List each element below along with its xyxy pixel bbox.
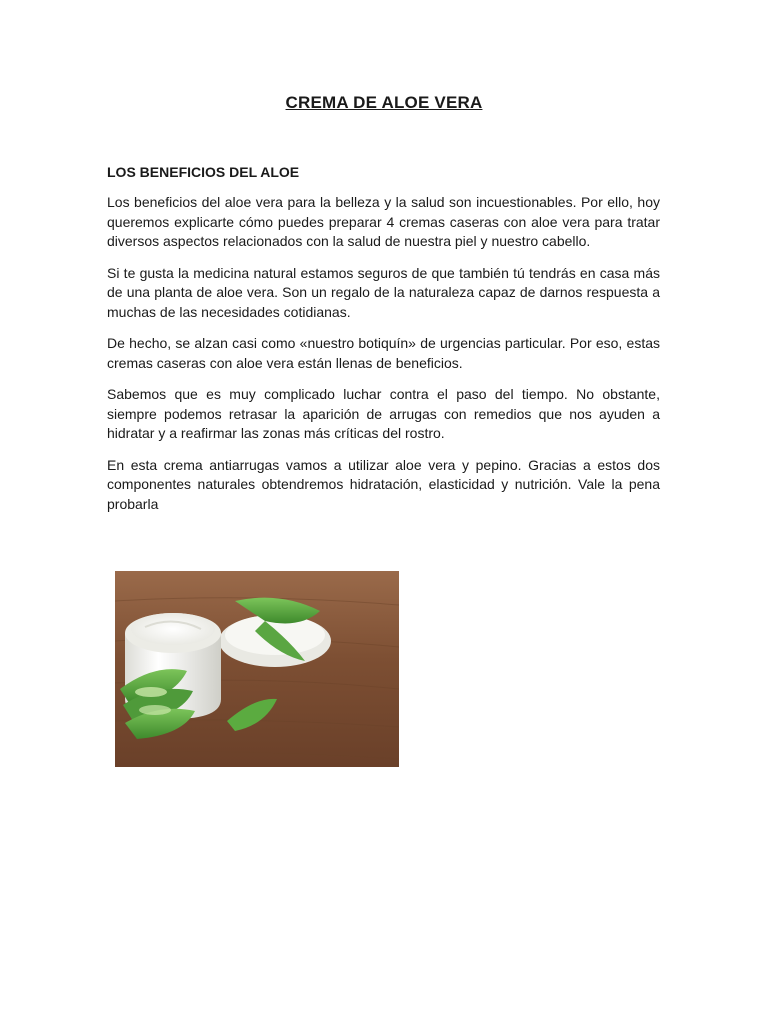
- paragraph: Si te gusta la medicina natural estamos seguros de que también tú tendrás en casa más de una planta de aloe vera. Son un regalo de la naturaleza capaz de darnos respuesta a muchas de las necesidades cotidianas.: [107, 264, 660, 320]
- body-text: [107, 193, 660, 526]
- section-heading: LOS BENEFICIOS DEL ALOE: [107, 164, 300, 180]
- paragraph: Sabemos que es muy complicado luchar contra el paso del tiempo. No obstante, siempre podemos retrasar la aparición de arrugas con remedios que nos ayuden a hidratar y a reafirmar las zonas más críticas del rostro.: [107, 386, 660, 441]
- paragraph: De hecho, se alzan casi como «nuestro botiquín» de urgencias particular. Por eso, estas cremas caseras con aloe vera están llenas de beneficios.: [107, 335, 660, 371]
- paragraph: Los beneficios del aloe vera para la belleza y la salud son incuestionables. Por ello, hoy queremos explicarte cómo puedes preparar 4 cremas caseras con aloe vera para tratar diversos aspectos relacionados con la salud de nuestra piel y nuestro cabello.: [107, 194, 660, 249]
- paragraph: En esta crema antiarrugas vamos a utilizar aloe vera y pepino. Gracias a estos dos componentes naturales obtendremos hidratación, elasticidad y nutrición. Vale la pena probarla: [107, 456, 660, 512]
- document-title: CREMA DE ALOE VERA: [285, 93, 483, 112]
- aloe-vera-cream-photo: [115, 571, 399, 767]
